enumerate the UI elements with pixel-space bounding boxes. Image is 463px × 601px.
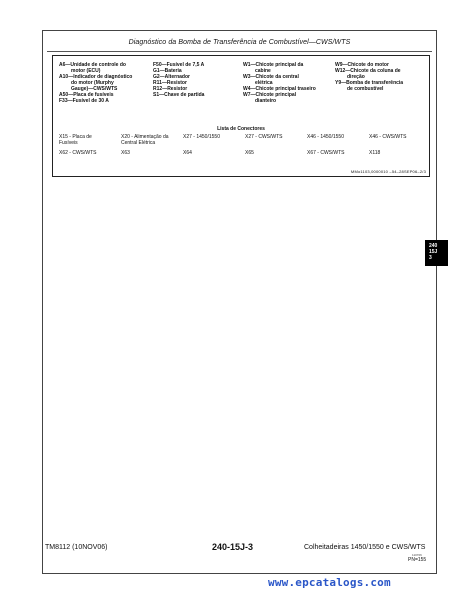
footer-manual-id: TM8112 (10NOV06) bbox=[45, 544, 108, 551]
title-divider bbox=[47, 51, 432, 52]
legend-item: A6—Unidade de controle do motor (ECU) bbox=[59, 62, 126, 74]
footer-date-code: 110706 bbox=[412, 553, 422, 557]
connector-cell: X27 - 1450/1550 bbox=[183, 134, 220, 140]
legend-item: G1—Bateria bbox=[153, 68, 182, 74]
legend-item: A10—Indicador de diagnóstico do motor (Murphy bbox=[59, 74, 133, 86]
legend-item: W1—Chicote principal da cabine bbox=[243, 62, 304, 74]
legend-item: A50—Placa de fusíveis bbox=[59, 92, 114, 98]
legend-item: F33—Fusível de 30 A bbox=[59, 98, 109, 104]
legend-item: W9—Chicote do motor bbox=[335, 62, 389, 68]
legend-box bbox=[52, 55, 430, 177]
legend-column-3 bbox=[243, 62, 335, 104]
page-frame bbox=[42, 30, 437, 574]
section-tab-number: 240 bbox=[429, 243, 438, 249]
legend-item: G2—Alternador bbox=[153, 74, 190, 80]
legend-item: Gauge)—CWS/WTS bbox=[71, 86, 118, 92]
connector-cell: X64 bbox=[183, 150, 192, 156]
connector-list-title: Lista de Conectores bbox=[217, 126, 265, 132]
page-title: Diagnóstico da Bomba de Transferência de Combustível—CWS/WTS bbox=[128, 39, 351, 46]
section-tab-group: 15J bbox=[429, 249, 438, 255]
footer-pn: PN=155 bbox=[408, 557, 427, 563]
legend-item: W4—Chicote principal traseiro bbox=[243, 86, 316, 92]
connector-cell: X67 - CWS/WTS bbox=[307, 150, 345, 156]
connector-cell: X46 - CWS/WTS bbox=[369, 134, 407, 140]
legend-item: F50—Fusível de 7,5 A bbox=[153, 62, 205, 68]
legend-column-2 bbox=[153, 62, 233, 98]
document-reference: MMo1103,0000010 –54–28SEP06–2/3 bbox=[350, 169, 426, 174]
legend-item: Y9—Bomba de transferência de combustível bbox=[335, 80, 404, 92]
legend-item: W12—Chicote da coluna de direção bbox=[335, 68, 401, 80]
connector-cell: X65 bbox=[245, 150, 254, 156]
connector-cell: X20 - Alimentação da Central Elétrica bbox=[121, 134, 169, 146]
connector-cell: X27 - CWS/WTS bbox=[245, 134, 283, 140]
legend-item: R12—Resistor bbox=[153, 86, 188, 92]
connector-cell: X46 - 1450/1550 bbox=[307, 134, 344, 140]
legend-column-1 bbox=[59, 62, 144, 104]
legend-item: W7—Chicote principal dianteiro bbox=[243, 92, 297, 104]
legend-item: R11—Resistor bbox=[153, 80, 187, 86]
section-tab bbox=[425, 240, 448, 266]
legend-item: S1—Chave de partida bbox=[153, 92, 205, 98]
section-tab-page: 3 bbox=[429, 255, 432, 261]
connector-cell: X15 - Placa de Fusíveis bbox=[59, 134, 92, 146]
footer-product-title: Colheitadeiras 1450/1550 e CWS/WTS bbox=[304, 544, 426, 551]
connector-cell: X63 bbox=[121, 150, 130, 156]
legend-column-4 bbox=[335, 62, 427, 92]
connector-cell: X118 bbox=[369, 150, 381, 156]
legend-item: W3—Chicote da central elétrica bbox=[243, 74, 299, 86]
connector-cell: X62 - CWS/WTS bbox=[59, 150, 97, 156]
footer-page-number: 240-15J-3 bbox=[212, 542, 254, 552]
watermark-link[interactable]: www.epcatalogs.com bbox=[268, 576, 391, 589]
